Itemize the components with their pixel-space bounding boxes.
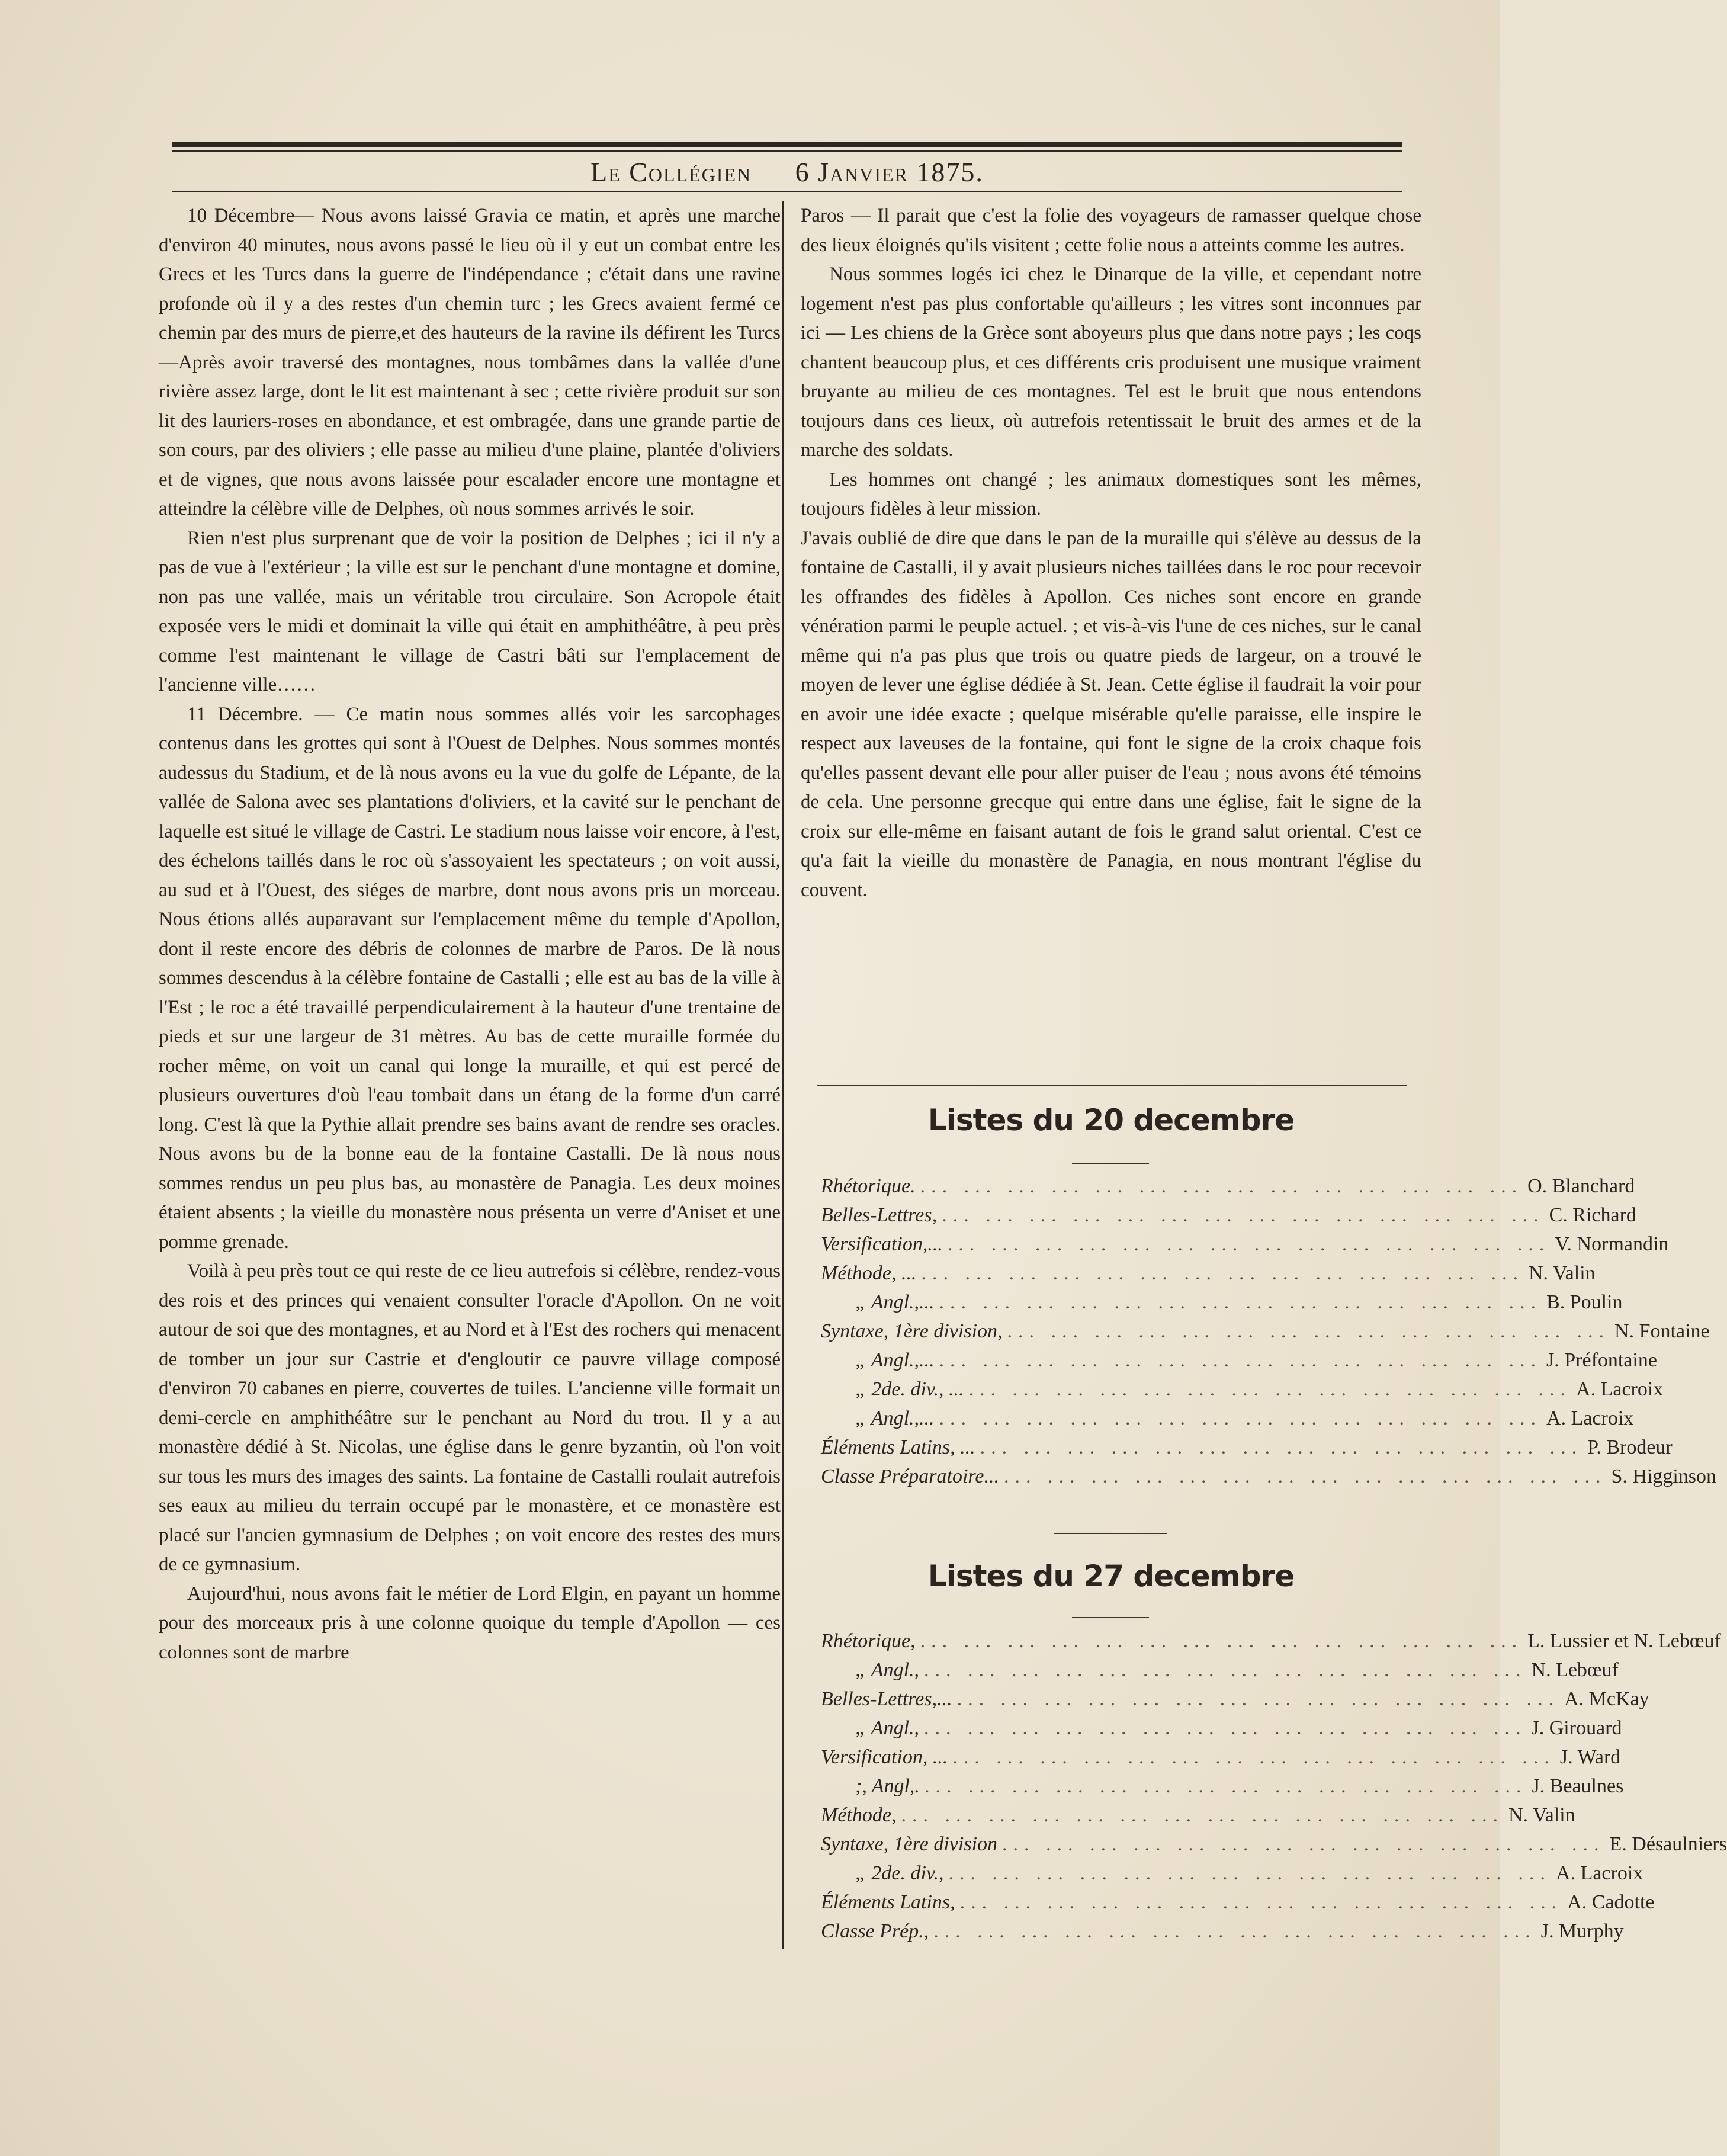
dot-leader: ... ... ... ... ... ... ... ... ... ... ... ... ... ... — [921, 1262, 1524, 1284]
issue-date: 6 Janvier 1875. — [795, 157, 984, 187]
student-name: A. Cadotte — [1567, 1891, 1655, 1913]
list-row — [821, 1291, 1623, 1320]
list-row — [821, 1891, 1655, 1920]
student-name: O. Blanchard — [1527, 1175, 1635, 1197]
title-underline — [1072, 1617, 1149, 1618]
class-name: „ Angl., — [855, 1659, 920, 1681]
class-name: „ Angl.,... — [855, 1291, 935, 1313]
list-row — [821, 1833, 1727, 1862]
student-name: J. Girouard — [1531, 1717, 1622, 1739]
class-name: „ 2de. div., — [855, 1862, 944, 1884]
list-row — [821, 1465, 1717, 1494]
dot-leader: ... ... ... ... ... ... ... ... ... ... ... ... ... ... — [924, 1717, 1527, 1739]
class-name: Méthode, — [821, 1804, 897, 1826]
paragraph: Nous sommes logés ici chez le Dinarque de la ville, et cependant notre logement n'est pas plus confortable qu'ailleurs ; les vitres sont inconnues par ici — Les chiens de la Grèce sont aboyeurs plus que dans notre pays ; les coqs chantent beaucoup plus, et ces différents cris produisent une musique vraiment bruyante au milieu de ces montagnes. Tel est le bruit que nous entendons toujours dans ces lieux, où autrefois retentissait le bruit des armes et de la marche des soldats. — [801, 264, 1421, 461]
class-name: „ Angl.,... — [855, 1407, 935, 1429]
dot-leader: ... ... ... ... ... ... ... ... ... ... ... ... ... ... — [939, 1349, 1542, 1371]
dot-leader: ... ... ... ... ... ... ... ... ... ... ... ... ... ... — [1002, 1833, 1605, 1855]
list-row — [821, 1659, 1619, 1688]
list-row — [821, 1804, 1575, 1833]
dot-leader: ... ... ... ... ... ... ... ... ... ... ... ... ... ... — [924, 1659, 1527, 1681]
section-separator — [817, 1085, 1407, 1086]
dot-leader: ... ... ... ... ... ... ... ... ... ... ... ... ... ... — [920, 1630, 1523, 1652]
student-name: J. Ward — [1559, 1746, 1621, 1768]
class-name: Méthode, ... — [821, 1262, 917, 1284]
student-name: P. Brodeur — [1587, 1436, 1673, 1458]
student-name: A. McKay — [1564, 1688, 1649, 1710]
student-name: J. Beaulnes — [1532, 1775, 1624, 1797]
list-row — [821, 1920, 1624, 1949]
paragraph: 11 Décembre. — Ce matin nous sommes allés voir les sarcophages contenus dans les grottes qui sont à l'Ouest de Delphes. Nous sommes montés audessus du Stadium, et de là nous avons eu la vue du golfe de Lépante, de la vallée de Salona avec ses plantations d'oliviers, et la cavité sur le penchant de laquelle est situé le village de Castri. Le stadium nous laisse voir encore, à l'est, des échelons taillés dans le roc où s'assoyaient les spectateurs ; on voit aussi, au sud et à l'Ouest, des siéges de marbre, dont nous avons pris un morceau. Nous étions allés auparavant sur l'emplacement même du temple d'Apollon, dont il reste encore des débris de colonnes de marbre de Paros. De là nous sommes descendus à la célèbre fontaine de Castalli ; elle est au bas de la ville à l'Est ; le roc a été travaillé perpendiculairement à la hauteur d'une trentaine de pieds et sur une largeur de 31 mètres. Au bas de cette muraille formée du rocher même, on voit un canal qui longe la muraille, et qui est percé de plusieurs ouvertures d'où l'eau tombait dans un étang de la forme d'un carré long. C'est là que la Pythie allait prendre ses bains avant de rendre ses oracles. Nous avons bu de la bonne eau de la fontaine Castalli. De là nous nous sommes rendus un peu plus bas, au monastère de Panagia. Les deux moines étaient absents ; la vieille du monastère nous présenta un verre d'Aniset et une pomme grenade. — [159, 703, 781, 1253]
paragraph: Aujourd'hui, nous avons fait le métier de Lord Elgin, en payant un homme pour des morceaux pris à une colonne quoique du temple d'Apollon — ces colonnes sont de marbre — [159, 1583, 781, 1663]
dot-leader: ... ... ... ... ... ... ... ... ... ... ... ... ... ... — [956, 1688, 1560, 1710]
dot-leader: ... ... ... ... ... ... ... ... ... ... ... ... ... ... — [959, 1891, 1563, 1913]
dot-leader: ... ... ... ... ... ... ... ... ... ... ... ... ... ... — [980, 1436, 1583, 1458]
class-name: Éléments Latins, ... — [821, 1436, 975, 1458]
class-name: „ Angl., — [855, 1717, 920, 1739]
list-row — [821, 1436, 1673, 1465]
class-name: ;, Angl,. — [855, 1775, 920, 1797]
student-name: A. Lacroix — [1546, 1407, 1634, 1429]
list-title-20-decembre: Listes du 20 decembre — [927, 1103, 1295, 1137]
left-column — [159, 201, 781, 1667]
title-underline — [1072, 1163, 1149, 1164]
class-name: Belles-Lettres, — [821, 1204, 938, 1226]
paragraph: 10 Décembre— Nous avons laissé Gravia ce matin, et après une marche d'environ 40 minutes, nous avons passé le lieu où il y eut un combat entre les Grecs et les Turcs dans la guerre de l'indépendance ; c'était dans une ravine profonde où il y a des restes d'un chemin turc ; les Grecs avaient fermé ce chemin par des murs de pierre,et des hauteurs de la ravine ils défirent les Turcs—Après avoir traversé des montagnes, nous tombâmes dans la vallée d'une rivière assez large, dont le lit est maintenant à sec ; cette rivière produit sur son lit des lauriers-roses en abondance, et est ombragée, dans une grande partie de son cours, par des oliviers ; elle passe au milieu d'une plaine, plantée d'oliviers et de vignes, que nous avons laissée pour escalader encore une montagne et atteindre la célèbre ville de Delphes, où nous sommes arrivés le soir. — [159, 205, 781, 519]
right-column — [801, 201, 1421, 905]
list-row — [821, 1746, 1621, 1775]
dot-leader: ... ... ... ... ... ... ... ... ... ... ... ... ... ... — [939, 1407, 1542, 1429]
top-thick-rule — [172, 142, 1402, 147]
list-separator — [1054, 1533, 1167, 1534]
class-name: „ 2de. div., ... — [855, 1378, 964, 1400]
dot-leader: ... ... ... ... ... ... ... ... ... ... ... ... ... ... — [947, 1233, 1551, 1255]
class-name: Syntaxe, 1ère division, — [821, 1320, 1003, 1342]
paragraph: Voilà à peu près tout ce qui reste de ce lieu autrefois si célèbre, rendez-vous des rois et des princes qui venaient consulter l'oracle d'Apollon. On ne voit autour de soi que des montagnes, et au Nord et à l'Est des rochers qui menacent de tomber un jour sur Castrie et d'engloutir ce pauvre village composé d'environ 70 cabanes en pierre, couvertes de tuiles. L'ancienne ville formait un demi-cercle en amphithéâtre sur le penchant au Nord du trou. Il y a au monastère dédié à St. Nicolas, une église dans le genre byzantin, où l'on voit sur tous les murs des images des saints. La fontaine de Castalli roulait autrefois ses eaux au milieu du terrain occupé par le monastère, et ce monastère est placé sur l'ancien gymnasium de Delphes ; on voit encore des restes des murs de ce gymnasium. — [159, 1260, 781, 1575]
class-name: „ Angl.,... — [855, 1349, 935, 1371]
journal-name: Le Collégien — [590, 157, 752, 187]
dot-leader: ... ... ... ... ... ... ... ... ... ... ... ... ... ... — [968, 1378, 1572, 1400]
list-row — [821, 1320, 1710, 1349]
student-name: N. Valin — [1528, 1262, 1596, 1284]
student-name: C. Richard — [1549, 1204, 1636, 1226]
student-name: A. Lacroix — [1556, 1862, 1643, 1884]
paragraph: Paros — Il parait que c'est la folie des voyageurs de ramasser quelque chose des lieux éloignés qu'ils visitent ; cette folie nous a atteints comme les autres. — [801, 205, 1421, 256]
list-row — [821, 1630, 1721, 1659]
class-name: Classe Préparatoire... — [821, 1465, 999, 1487]
top-thin-rule — [172, 150, 1402, 152]
list-row — [821, 1175, 1635, 1204]
class-name: Versification,... — [821, 1233, 943, 1255]
list-row — [821, 1717, 1622, 1746]
list-row — [821, 1407, 1634, 1436]
student-name: L. Lussier et N. Lebœuf — [1527, 1630, 1721, 1652]
dot-leader: ... ... ... ... ... ... ... ... ... ... ... ... ... ... — [901, 1804, 1504, 1826]
list-row — [821, 1204, 1636, 1233]
class-name: Rhétorique, — [821, 1630, 916, 1652]
honor-list-20-decembre — [821, 1175, 1717, 1494]
column-divider — [782, 201, 784, 1949]
class-name: Syntaxe, 1ère division — [821, 1833, 998, 1855]
class-name: Classe Prép., — [821, 1920, 929, 1942]
list-row — [821, 1262, 1596, 1291]
dot-leader: ... ... ... ... ... ... ... ... ... ... ... ... ... ... — [942, 1204, 1545, 1226]
student-name: V. Normandin — [1555, 1233, 1669, 1255]
list-row — [821, 1233, 1669, 1262]
student-name: B. Poulin — [1546, 1291, 1623, 1313]
class-name: Éléments Latins, — [821, 1891, 955, 1913]
paragraph: Les hommes ont changé ; les animaux domestiques sont les mêmes, toujours fidèles à leur mission. — [801, 469, 1421, 519]
class-name: Versification, ... — [821, 1746, 948, 1768]
list-title-27-decembre: Listes du 27 decembre — [927, 1559, 1295, 1593]
class-name: Rhétorique. — [821, 1175, 916, 1197]
dot-leader: ... ... ... ... ... ... ... ... ... ... ... ... ... ... — [924, 1775, 1527, 1797]
dot-leader: ... ... ... ... ... ... ... ... ... ... ... ... ... ... — [920, 1175, 1523, 1197]
list-row — [821, 1862, 1643, 1891]
honor-list-27-decembre — [821, 1630, 1727, 1949]
student-name: N. Lebœuf — [1531, 1659, 1619, 1681]
list-row — [821, 1378, 1664, 1407]
class-name: Belles-Lettres,... — [821, 1688, 952, 1710]
student-name: N. Valin — [1508, 1804, 1575, 1826]
student-name: J. Préfontaine — [1546, 1349, 1657, 1371]
dot-leader: ... ... ... ... ... ... ... ... ... ... ... ... ... ... — [948, 1862, 1552, 1884]
list-row — [821, 1349, 1657, 1378]
student-name: E. Désaulniers — [1609, 1833, 1727, 1855]
dot-leader: ... ... ... ... ... ... ... ... ... ... ... ... ... ... — [1007, 1320, 1610, 1342]
student-name: A. Lacroix — [1576, 1378, 1664, 1400]
list-row — [821, 1688, 1649, 1717]
list-row — [821, 1775, 1624, 1804]
student-name: N. Fontaine — [1614, 1320, 1710, 1342]
paragraph: J'avais oublié de dire que dans le pan de la muraille qui s'élève au dessus de la fontaine de Castalli, il y avait plusieurs niches taillées dans le roc pour recevoir les offrandes des fidèles à Apollon. Ces niches sont encore en grande vénération parmi le peuple actuel. ; et vis-à-vis l'une de ces niches, sur le canal même qui n'a pas plus que trois ou quatre pieds de largeur, on a trouvé le moyen de lever une église dédiée à St. Jean. Cette église il faudrait la voir pour en avoir une idée exacte ; quelque misérable qu'elle paraisse, elle inspire le respect aux laveuses de la fontaine, qui font le signe de la croix chaque fois qu'elles passent devant elle pour aller puiser de l'eau ; nous avons été témoins de cela. Une personne grecque qui entre dans une église, fait le signe de la croix sur elle-même en faisant autant de fois le grand salut oriental. C'est ce qu'a fait la vieille du monastère de Panagia, en nous montrant l'église du couvent. — [801, 527, 1421, 901]
page-header — [172, 155, 1402, 190]
dot-leader: ... ... ... ... ... ... ... ... ... ... ... ... ... ... — [939, 1291, 1542, 1313]
student-name: S. Higginson — [1611, 1465, 1717, 1487]
student-name: J. Murphy — [1540, 1920, 1624, 1942]
dot-leader: ... ... ... ... ... ... ... ... ... ... ... ... ... ... — [933, 1920, 1536, 1942]
paragraph: Rien n'est plus surprenant que de voir la position de Delphes ; ici il n'y a pas de vue à l'extérieur ; la ville est sur le penchant d'une montagne et domine, non pas une vallée, mais un véritable trou circulaire. Son Acropole était exposée vers le midi et dominait la ville qui était en amphithéâtre, à peu près comme l'est maintenant le village de Castri bâti sur l'emplacement de l'ancienne ville…… — [159, 527, 781, 695]
dot-leader: ... ... ... ... ... ... ... ... ... ... ... ... ... ... — [952, 1746, 1555, 1768]
header-rule — [172, 191, 1402, 192]
dot-leader: ... ... ... ... ... ... ... ... ... ... ... ... ... ... — [1003, 1465, 1607, 1487]
